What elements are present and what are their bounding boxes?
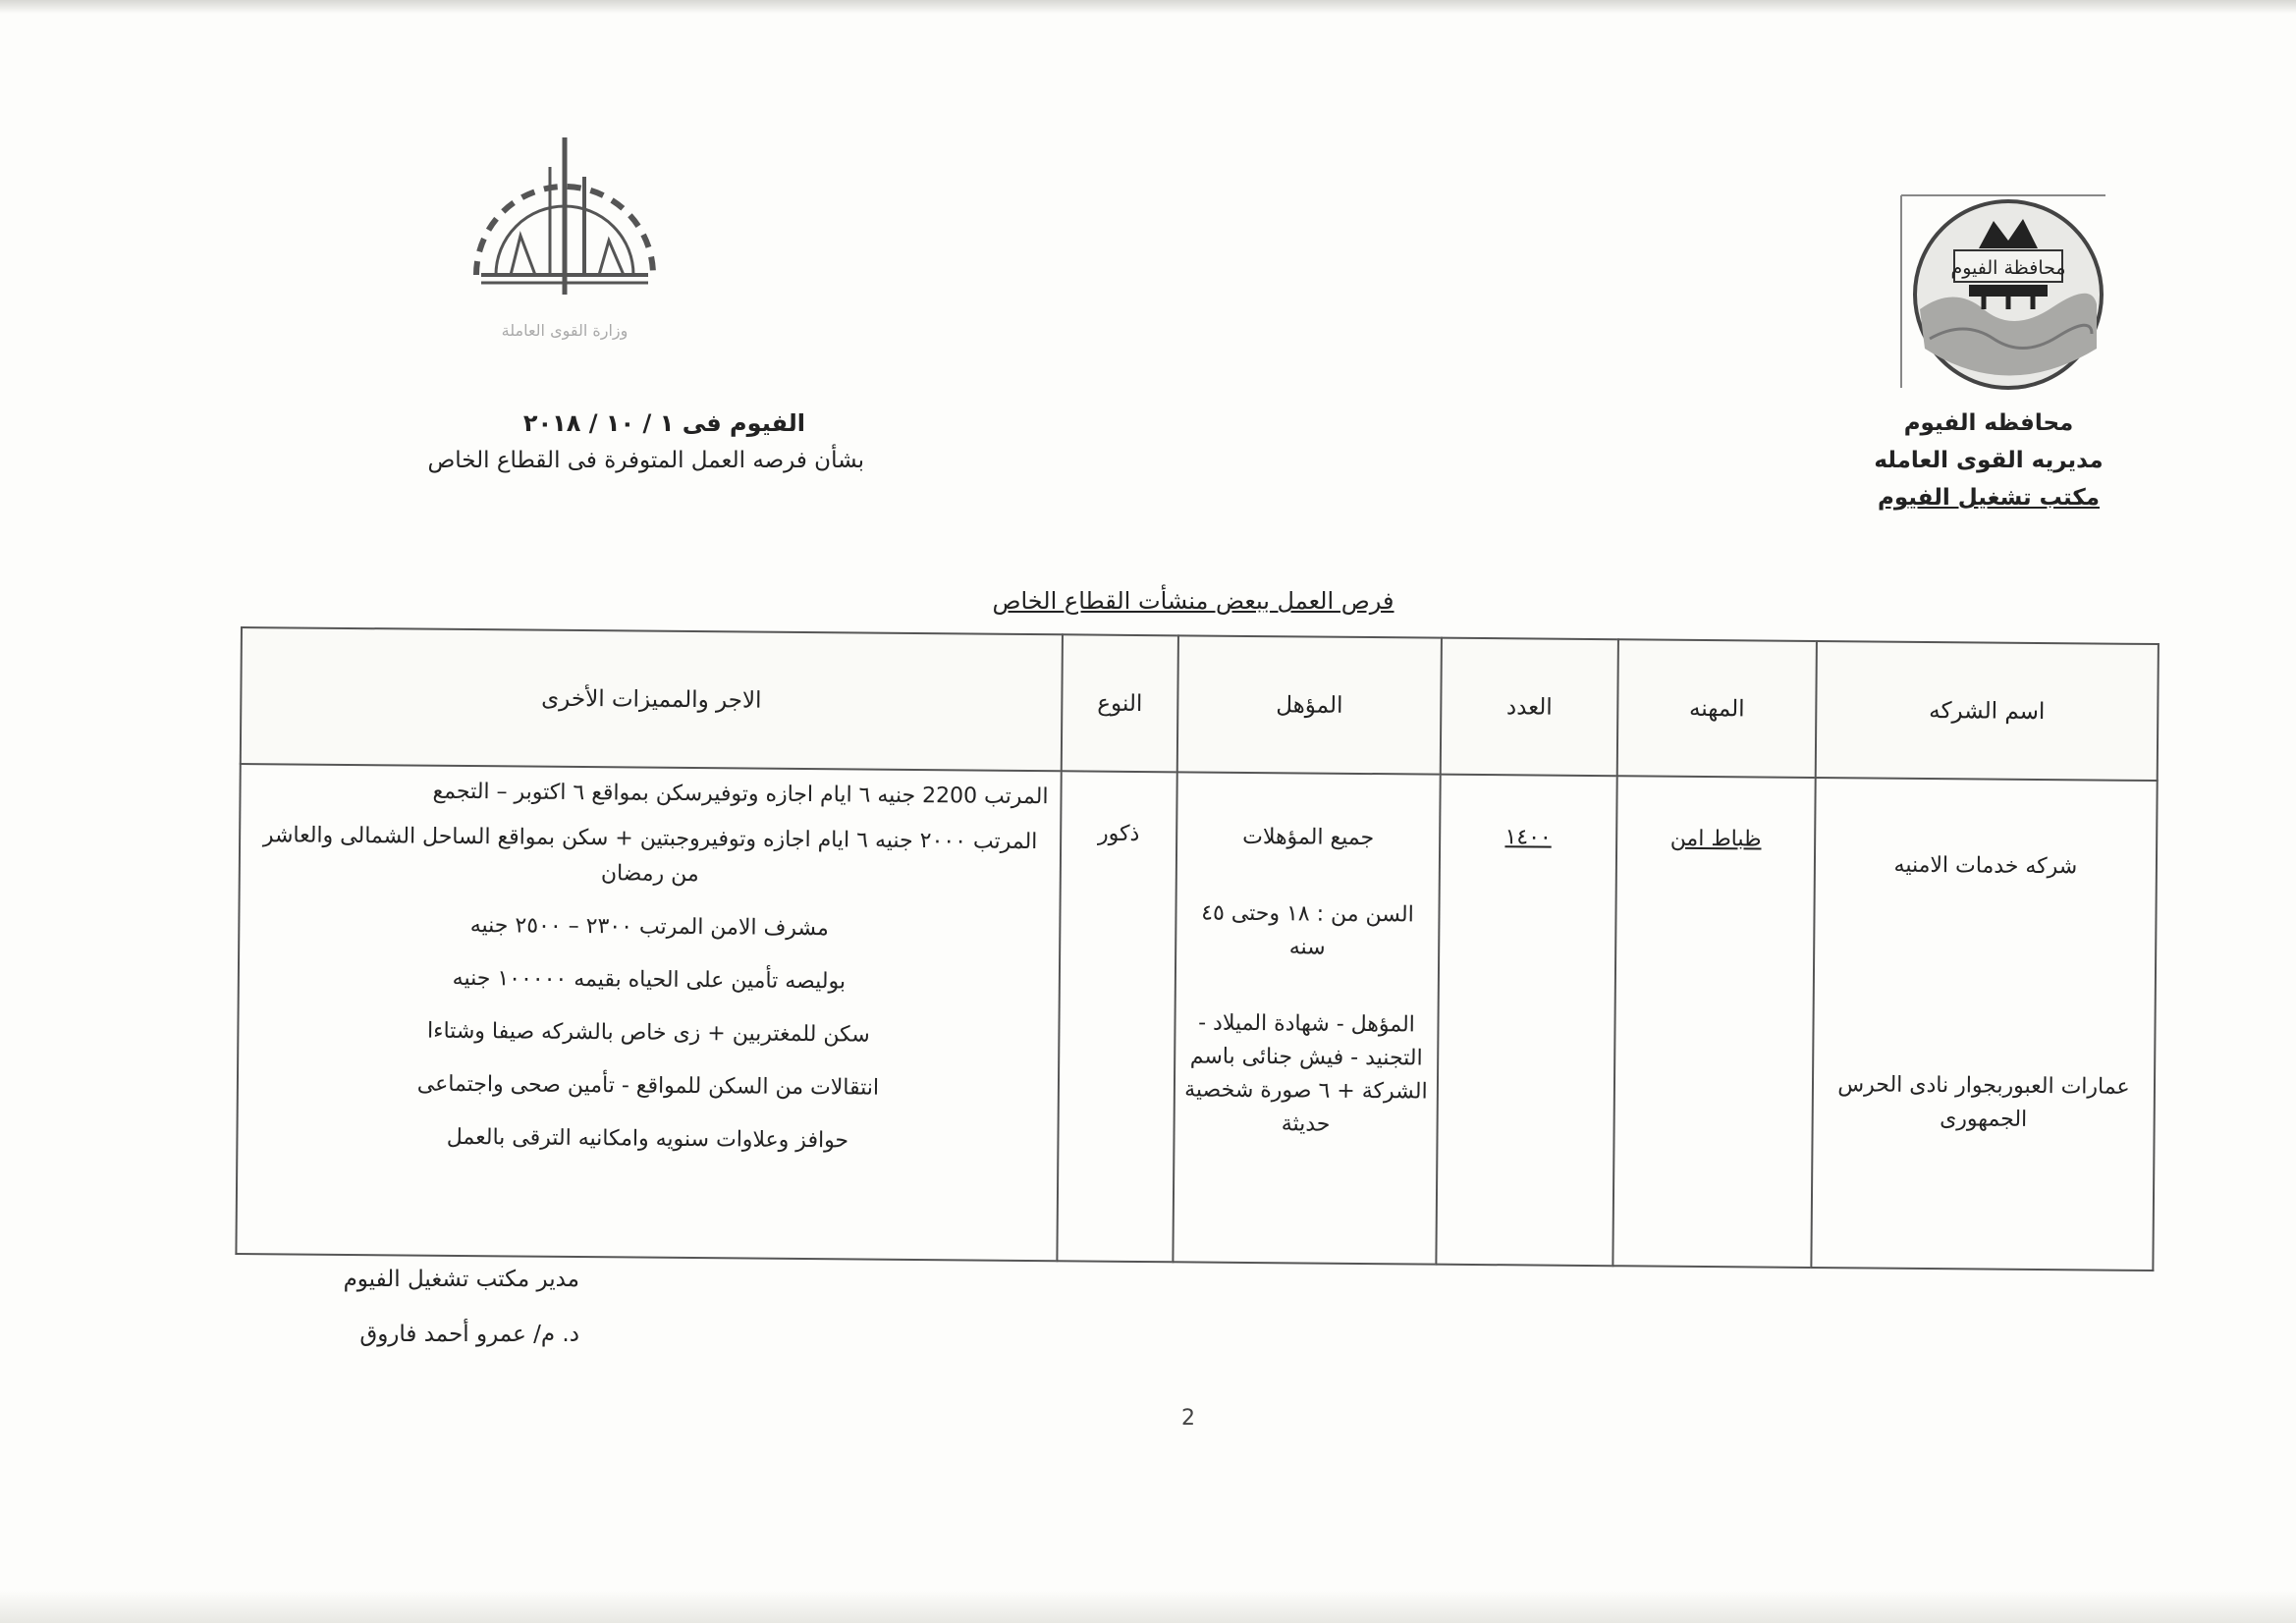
benefit-item: سكن للمغتربين + زى خاص بالشركه صيفا وشتاءا <box>426 1018 870 1048</box>
table-header-row <box>241 627 2159 781</box>
table-title: فرص العمل ببعض منشأت القطاع الخاص <box>992 587 1394 615</box>
benefit-item: حوافز وعلاوات سنويه وامكانيه الترقى بالعمل <box>446 1124 849 1154</box>
ministry-logo-text: وزارة القوى العاملة <box>501 321 629 340</box>
header-count: العدد <box>1441 638 1618 777</box>
age-range: السن من : ١٨ وحتى ٤٥ سنه <box>1201 900 1414 960</box>
header-gender: النوع <box>1062 634 1178 772</box>
page-number: 2 <box>1181 1406 1195 1431</box>
scan-shadow-bottom <box>0 1591 2296 1623</box>
letter-date: الفيوم فى ١ / ١٠ / ٢٠١٨ <box>522 409 805 437</box>
vacancy-count: ١٤٠٠ <box>1504 825 1552 850</box>
qualification-level: جميع المؤهلات <box>1242 824 1375 851</box>
signature-block <box>285 1252 579 1362</box>
letter-subject: بشأن فرصه العمل المتوفرة فى القطاع الخاص <box>427 448 864 473</box>
required-documents: المؤهل - شهادة الميلاد - التجنيد - فيش جنائى باسم الشركة + ٦ صورة شخصية حديثة <box>1184 1010 1428 1137</box>
header-company: اسم الشركه <box>1816 641 2159 781</box>
scan-shadow-top <box>0 0 2296 14</box>
letter-header <box>324 405 864 479</box>
table-row <box>236 764 2157 1271</box>
header-job: المهنه <box>1617 639 1817 778</box>
benefit-item: انتقالات من السكن للمواقع - تأمين صحى واجتماعى <box>416 1071 880 1101</box>
count-cell <box>1436 775 1616 1267</box>
issuing-authority <box>1846 405 2131 516</box>
fayoum-governorate-seal <box>1895 191 2111 398</box>
benefit-item: مشرف الامن المرتب ٢٣٠٠ – ٢٥٠٠ جنيه <box>469 913 830 942</box>
signer-title: مدير مكتب تشغيل الفيوم <box>343 1267 579 1292</box>
seal-text: محافظة الفيوم <box>1950 257 2066 279</box>
gender-value: ذكور <box>1097 821 1140 846</box>
directorate-name: مديريه القوى العامله <box>1874 448 2104 473</box>
gender-cell <box>1057 771 1176 1262</box>
job-title: ظباط امن <box>1669 826 1762 852</box>
qualification-cell <box>1173 772 1440 1264</box>
benefit-item: بوليصه تأمين على الحياه بقيمه ١٠٠٠٠٠ جنيه <box>452 965 847 995</box>
job-cell <box>1613 776 1815 1268</box>
job-opportunities-table <box>235 626 2158 1271</box>
benefits-cell <box>236 764 1061 1261</box>
header-qualification: المؤهل <box>1177 635 1442 774</box>
company-name: شركه خدمات الامنيه <box>1893 852 2078 880</box>
governorate-name: محافظه الفيوم <box>1903 410 2074 436</box>
signer-name: د. م/ عمرو أحمد فاروق <box>359 1322 579 1347</box>
company-cell <box>1811 778 2157 1271</box>
benefit-item: المرتب ٢٠٠٠ جنيه ٦ ايام اجازه وتوفيروجبتين + سكن بمواقع الساحل الشمالى والعاشر من رمضان <box>262 823 1038 888</box>
header-benefits: الاجر والمميزات الأخرى <box>241 627 1063 771</box>
office-name: مكتب تشغيل الفيوم <box>1877 485 2101 511</box>
company-address: عمارات العبوربجوار نادى الحرس الجمهورى <box>1837 1072 2130 1132</box>
ministry-gear-logo <box>452 128 678 353</box>
benefit-item: المرتب 2200 جنيه ٦ ايام اجازه وتوفيرسكن بمواقع ٦ اكتوبر – التجمع <box>432 779 1049 810</box>
